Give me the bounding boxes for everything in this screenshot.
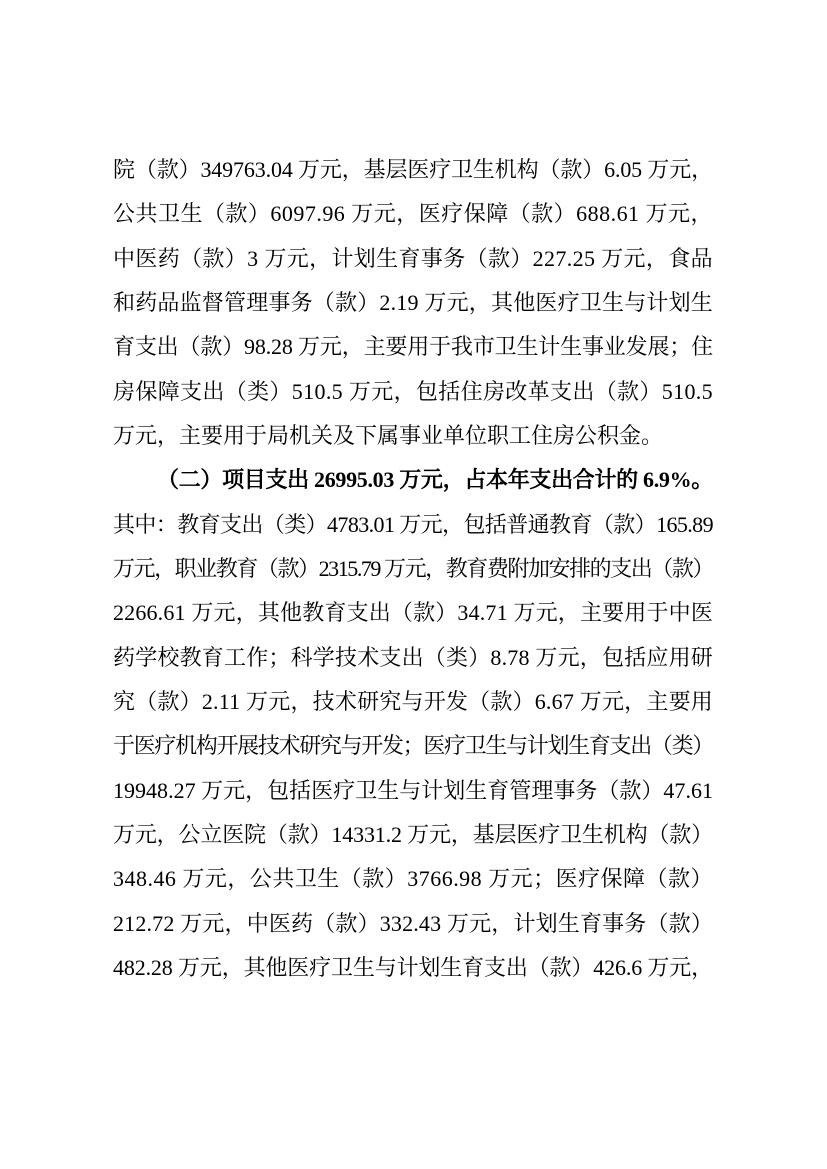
document-line [113, 902, 713, 946]
text-run: 育支出（款）98.28 万元，主要用于我市卫生计生事业发展；住 [113, 334, 713, 360]
text-run: 公共卫生（款）6097.96 万元，医疗保障（款）688.61 万元， [113, 201, 713, 227]
document-line-paragraph-end [113, 414, 713, 458]
document-line [113, 769, 713, 813]
document-line [113, 325, 713, 369]
document-line [113, 192, 713, 236]
document-line [113, 547, 713, 591]
document-line [113, 503, 713, 547]
text-run: 348.46 万元，公共卫生（款）3766.98 万元；医疗保障（款） [113, 866, 713, 892]
text-run: （二）项目支出 26995.03 万元，占本年支出合计的 6.9%。 [157, 467, 713, 493]
text-run: 和药品监督管理事务（款）2.19 万元，其他医疗卫生与计划生 [113, 289, 713, 315]
document-line [113, 813, 713, 857]
document-line [113, 680, 713, 724]
document-heading-line [113, 458, 713, 502]
text-run: 究（款）2.11 万元，技术研究与开发（款）6.67 万元，主要用 [113, 688, 713, 714]
text-run: 院（款）349763.04 万元，基层医疗卫生机构（款）6.05 万元， [113, 157, 713, 182]
document-line [113, 724, 713, 768]
text-run: 万元，职业教育（款）2315.79 万元，教育费附加安排的支出（款） [113, 555, 713, 581]
text-run: 万元，主要用于局机关及下属事业单位职工住房公积金。 [113, 422, 664, 448]
document-line [113, 636, 713, 680]
document-line [113, 857, 713, 901]
document-line [113, 281, 713, 325]
text-run: 其中：教育支出（类）4783.01 万元，包括普通教育（款）165.89 [113, 511, 713, 537]
text-run: 万元，公立医院（款）14331.2 万元，基层医疗卫生机构（款） [113, 821, 713, 847]
text-run: 房保障支出（类）510.5 万元，包括住房改革支出（款）510.5 [113, 378, 713, 404]
text-run: 2266.61 万元，其他教育支出（款）34.71 万元，主要用于中医 [113, 600, 713, 626]
document-line [113, 370, 713, 414]
text-run: 中医药（款）3 万元，计划生育事务（款）227.25 万元，食品 [113, 245, 713, 271]
text-run: 于医疗机构开展技术研究与开发；医疗卫生与计划生育支出（类） [113, 733, 713, 759]
text-run: 19948.27 万元，包括医疗卫生与计划生育管理事务（款）47.61 [113, 777, 713, 803]
text-run: 药学校教育工作；科学技术支出（类）8.78 万元，包括应用研 [113, 644, 713, 670]
document-line [113, 591, 713, 635]
document-line [113, 148, 713, 192]
document-line [113, 237, 713, 281]
text-run: 482.28 万元，其他医疗卫生与计划生育支出（款）426.6 万元， [113, 954, 713, 980]
text-run: 212.72 万元，中医药（款）332.43 万元，计划生育事务（款） [113, 910, 713, 936]
page-body-text [113, 148, 713, 990]
document-line [113, 946, 713, 990]
